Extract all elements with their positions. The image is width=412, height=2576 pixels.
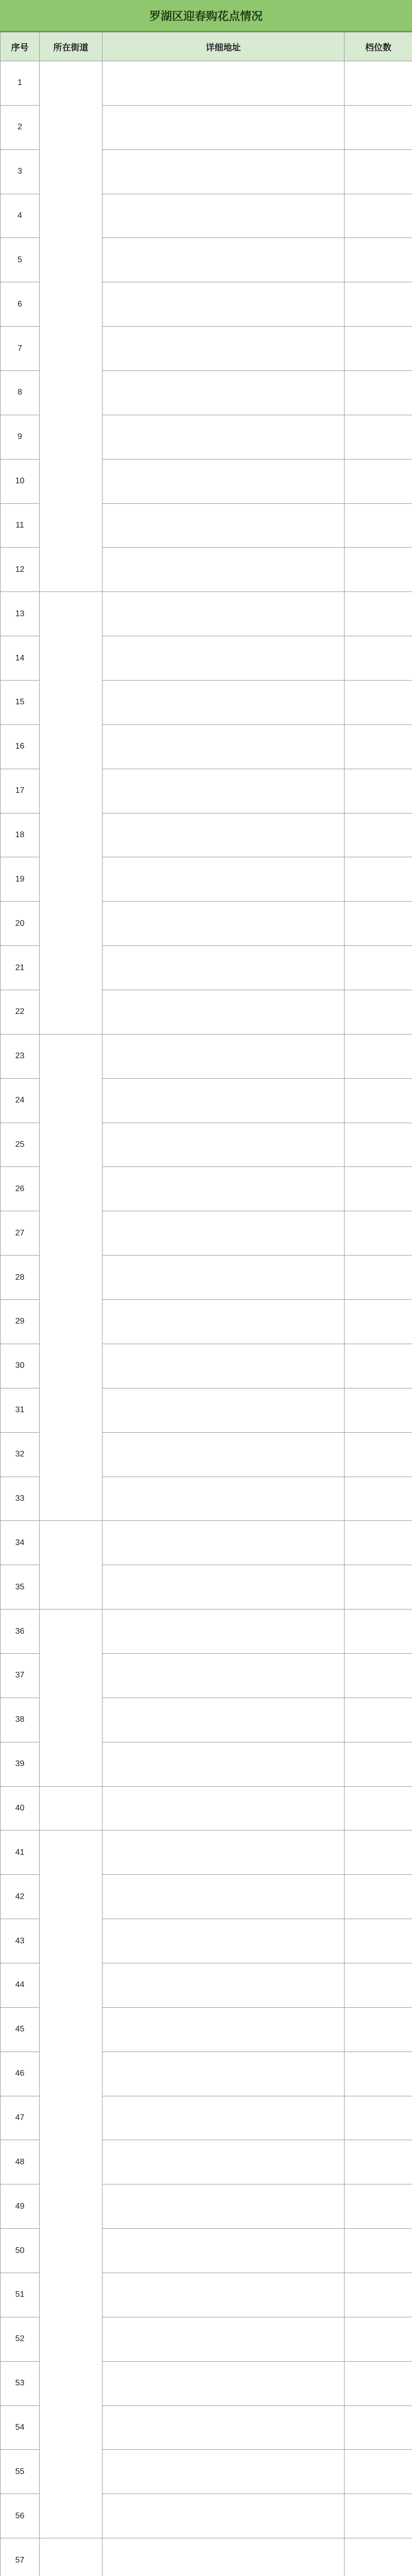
row-seq: 16 [1, 724, 40, 769]
row-seq: 46 [1, 2052, 40, 2096]
row-stall-count [345, 415, 412, 459]
header-street: 所在街道 [40, 32, 102, 61]
row-address [102, 769, 345, 813]
row-address [102, 282, 345, 327]
row-stall-count [345, 1521, 412, 1565]
row-address [102, 1919, 345, 1963]
row-stall-count [345, 2361, 412, 2405]
table-row [1, 1609, 412, 1654]
row-address [102, 503, 345, 548]
row-seq: 32 [1, 1432, 40, 1477]
row-seq: 13 [1, 592, 40, 636]
row-stall-count [345, 2052, 412, 2096]
row-stall-count [345, 2007, 412, 2052]
row-seq: 48 [1, 2140, 40, 2184]
row-seq: 40 [1, 1786, 40, 1831]
street-name [40, 1609, 102, 1786]
row-seq: 5 [1, 238, 40, 282]
row-seq: 10 [1, 459, 40, 503]
row-address [102, 1565, 345, 1609]
row-seq: 38 [1, 1698, 40, 1742]
row-stall-count [345, 2273, 412, 2317]
row-address [102, 548, 345, 592]
row-address [102, 1123, 345, 1167]
row-seq: 8 [1, 371, 40, 415]
row-stall-count [345, 2317, 412, 2361]
row-seq: 3 [1, 149, 40, 194]
street-name [40, 1831, 102, 2538]
row-address [102, 2184, 345, 2229]
row-stall-count [345, 1123, 412, 1167]
row-seq: 55 [1, 2450, 40, 2494]
row-address [102, 61, 345, 106]
row-seq: 41 [1, 1831, 40, 1875]
row-seq: 27 [1, 1211, 40, 1256]
row-address [102, 2317, 345, 2361]
row-stall-count [345, 1963, 412, 2007]
row-stall-count [345, 857, 412, 902]
row-stall-count [345, 371, 412, 415]
row-stall-count [345, 1344, 412, 1388]
row-stall-count [345, 946, 412, 990]
row-address [102, 636, 345, 681]
row-stall-count [345, 1388, 412, 1432]
street-name [40, 1034, 102, 1520]
row-address [102, 2273, 345, 2317]
row-address [102, 149, 345, 194]
table-row [1, 61, 412, 106]
row-stall-count [345, 1786, 412, 1831]
table-row [1, 592, 412, 636]
row-address [102, 2361, 345, 2405]
row-seq: 37 [1, 1653, 40, 1698]
row-seq: 34 [1, 1521, 40, 1565]
row-stall-count [345, 1167, 412, 1211]
row-address [102, 1432, 345, 1477]
row-seq: 6 [1, 282, 40, 327]
row-address [102, 371, 345, 415]
row-address [102, 238, 345, 282]
row-seq: 22 [1, 990, 40, 1035]
row-address [102, 415, 345, 459]
row-seq: 42 [1, 1875, 40, 1919]
row-address [102, 2007, 345, 2052]
row-seq: 50 [1, 2229, 40, 2273]
row-stall-count [345, 813, 412, 857]
row-seq: 45 [1, 2007, 40, 2052]
row-seq: 18 [1, 813, 40, 857]
row-seq: 25 [1, 1123, 40, 1167]
row-address [102, 1609, 345, 1654]
row-seq: 56 [1, 2494, 40, 2538]
row-seq: 53 [1, 2361, 40, 2405]
row-address [102, 1831, 345, 1875]
row-address [102, 1875, 345, 1919]
row-stall-count [345, 149, 412, 194]
table-row [1, 1034, 412, 1078]
row-address [102, 724, 345, 769]
row-stall-count [345, 724, 412, 769]
row-stall-count [345, 194, 412, 238]
row-address [102, 2052, 345, 2096]
row-address [102, 1211, 345, 1256]
row-address [102, 1477, 345, 1521]
row-address [102, 1786, 345, 1831]
row-stall-count [345, 1875, 412, 1919]
row-address [102, 1167, 345, 1211]
row-address [102, 1256, 345, 1300]
header-seq: 序号 [1, 32, 40, 61]
row-stall-count [345, 548, 412, 592]
row-stall-count [345, 105, 412, 149]
row-stall-count [345, 1742, 412, 1786]
row-stall-count [345, 1432, 412, 1477]
row-stall-count [345, 592, 412, 636]
street-name [40, 2538, 102, 2576]
street-name [40, 1521, 102, 1609]
row-stall-count [345, 1477, 412, 1521]
row-seq: 14 [1, 636, 40, 681]
row-seq: 17 [1, 769, 40, 813]
row-address [102, 2229, 345, 2273]
row-seq: 51 [1, 2273, 40, 2317]
header-stall-count: 档位数 [345, 32, 412, 61]
row-stall-count [345, 2096, 412, 2140]
row-stall-count [345, 1565, 412, 1609]
row-address [102, 1078, 345, 1123]
row-seq: 11 [1, 503, 40, 548]
row-address [102, 2405, 345, 2450]
row-seq: 52 [1, 2317, 40, 2361]
row-address [102, 990, 345, 1035]
row-address [102, 2140, 345, 2184]
row-seq: 19 [1, 857, 40, 902]
row-address [102, 1300, 345, 1344]
table-row [1, 1831, 412, 1875]
row-seq: 15 [1, 681, 40, 725]
row-seq: 39 [1, 1742, 40, 1786]
row-stall-count [345, 2140, 412, 2184]
row-seq: 12 [1, 548, 40, 592]
row-seq: 35 [1, 1565, 40, 1609]
row-stall-count [345, 238, 412, 282]
row-stall-count [345, 327, 412, 371]
row-seq: 21 [1, 946, 40, 990]
row-seq: 9 [1, 415, 40, 459]
table-container [0, 32, 412, 2576]
row-stall-count [345, 1609, 412, 1654]
row-stall-count [345, 1300, 412, 1344]
row-seq: 24 [1, 1078, 40, 1123]
row-stall-count [345, 1256, 412, 1300]
row-stall-count [345, 2538, 412, 2576]
row-stall-count [345, 1698, 412, 1742]
row-seq: 33 [1, 1477, 40, 1521]
row-address [102, 813, 345, 857]
row-stall-count [345, 636, 412, 681]
row-seq: 54 [1, 2405, 40, 2450]
street-name [40, 1786, 102, 1831]
row-seq: 1 [1, 61, 40, 106]
row-address [102, 1698, 345, 1742]
row-address [102, 592, 345, 636]
row-address [102, 194, 345, 238]
row-address [102, 327, 345, 371]
flower-points-table [0, 32, 412, 2576]
row-stall-count [345, 1034, 412, 1078]
table-header [1, 32, 412, 61]
row-address [102, 857, 345, 902]
row-address [102, 681, 345, 725]
row-seq: 49 [1, 2184, 40, 2229]
row-address [102, 459, 345, 503]
row-seq: 31 [1, 1388, 40, 1432]
row-address [102, 2538, 345, 2576]
row-address [102, 1653, 345, 1698]
row-seq: 30 [1, 1344, 40, 1388]
row-stall-count [345, 2184, 412, 2229]
row-seq: 7 [1, 327, 40, 371]
row-seq: 57 [1, 2538, 40, 2576]
row-stall-count [345, 902, 412, 946]
row-stall-count [345, 1078, 412, 1123]
header-row [1, 32, 412, 61]
row-address [102, 946, 345, 990]
row-seq: 20 [1, 902, 40, 946]
row-seq: 29 [1, 1300, 40, 1344]
street-name [40, 592, 102, 1035]
table-row [1, 2538, 412, 2576]
row-seq: 2 [1, 105, 40, 149]
row-stall-count [345, 990, 412, 1035]
row-stall-count [345, 282, 412, 327]
row-stall-count [345, 1211, 412, 1256]
row-seq: 47 [1, 2096, 40, 2140]
table-body [1, 61, 412, 2576]
table-row [1, 1521, 412, 1565]
row-address [102, 2494, 345, 2538]
row-address [102, 1344, 345, 1388]
table-row [1, 1786, 412, 1831]
row-stall-count [345, 459, 412, 503]
row-seq: 43 [1, 1919, 40, 1963]
row-stall-count [345, 681, 412, 725]
row-address [102, 1742, 345, 1786]
row-stall-count [345, 1831, 412, 1875]
row-seq: 44 [1, 1963, 40, 2007]
row-stall-count [345, 2450, 412, 2494]
header-address: 详细地址 [102, 32, 345, 61]
row-seq: 4 [1, 194, 40, 238]
row-address [102, 105, 345, 149]
row-address [102, 1963, 345, 2007]
row-stall-count [345, 2229, 412, 2273]
row-stall-count [345, 769, 412, 813]
row-address [102, 1034, 345, 1078]
row-stall-count [345, 2494, 412, 2538]
row-stall-count [345, 503, 412, 548]
page-title: 罗湖区迎春购花点情况 [0, 0, 412, 32]
row-address [102, 1388, 345, 1432]
row-stall-count [345, 61, 412, 106]
row-address [102, 2450, 345, 2494]
row-seq: 28 [1, 1256, 40, 1300]
row-address [102, 902, 345, 946]
row-stall-count [345, 2405, 412, 2450]
row-seq: 23 [1, 1034, 40, 1078]
row-address [102, 2096, 345, 2140]
row-seq: 36 [1, 1609, 40, 1654]
street-name [40, 61, 102, 592]
row-stall-count [345, 1653, 412, 1698]
row-address [102, 1521, 345, 1565]
row-seq: 26 [1, 1167, 40, 1211]
row-stall-count [345, 1919, 412, 1963]
